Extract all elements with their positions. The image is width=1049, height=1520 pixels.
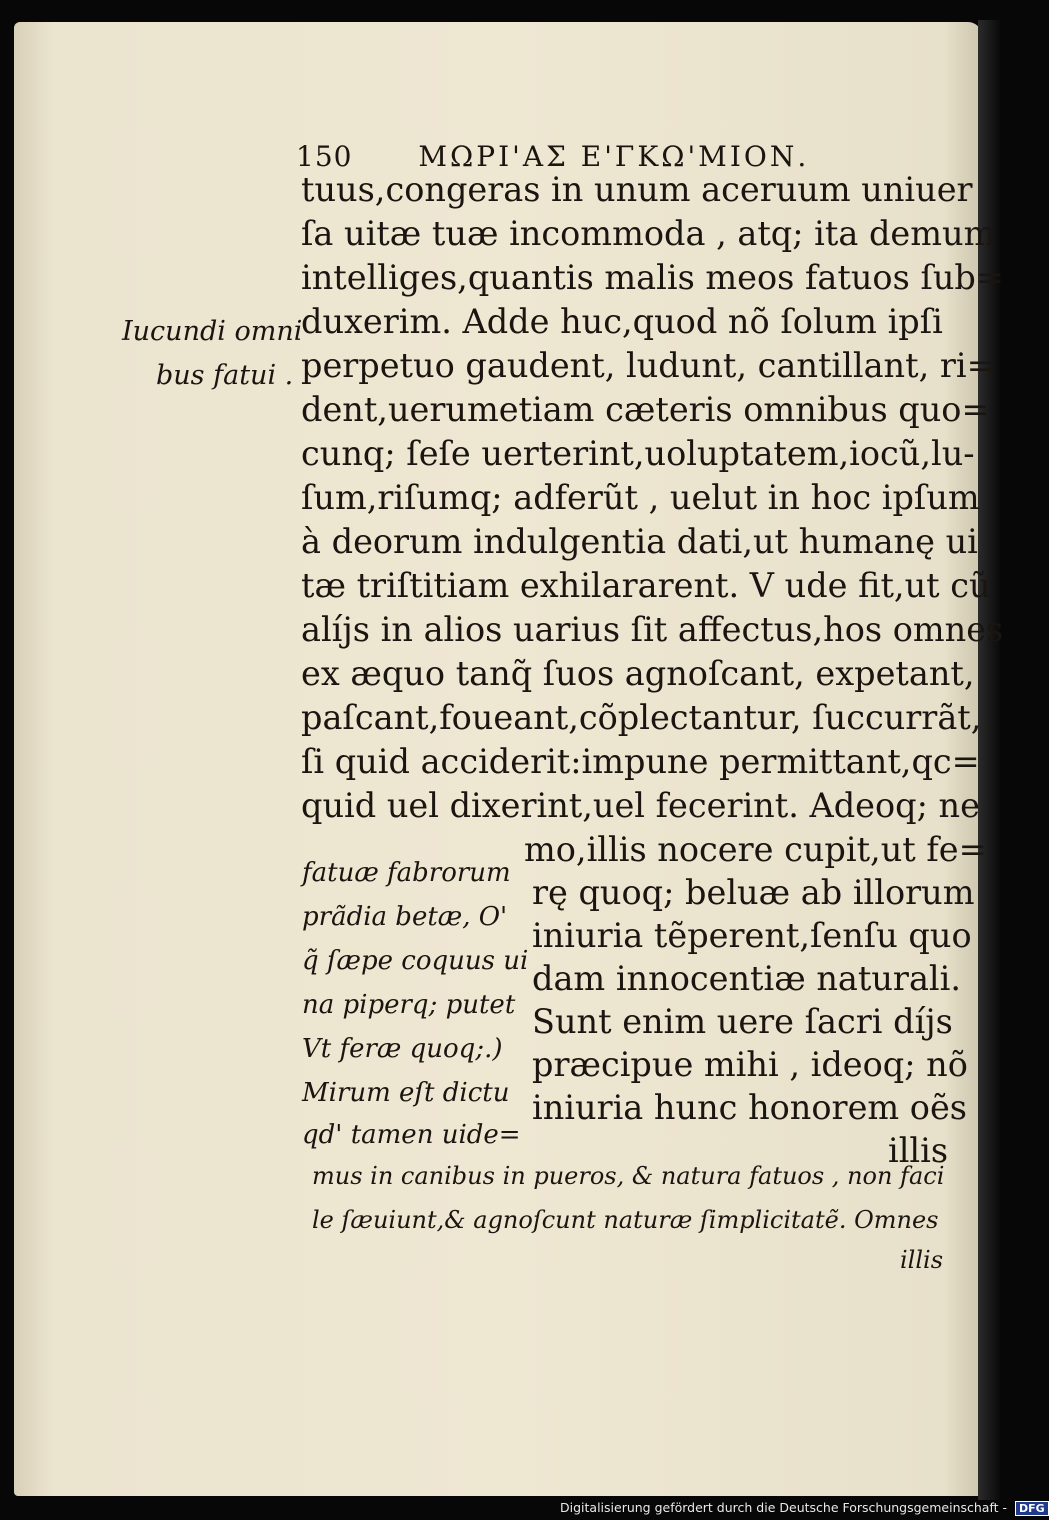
text-line: cunq; ſeſe uerterint,uoluptatem,iocũ,lu- xyxy=(301,434,975,473)
text-line: à deorum indulgentia dati,ut humanę ui xyxy=(301,522,978,561)
text-line: ſum,riſumq; adferũt , uelut in hoc ipſum xyxy=(301,478,980,517)
dfg-logo: DFG xyxy=(1015,1501,1049,1516)
text-line: paſcant,foueant,cõplectantur, ſuccurrãt, xyxy=(301,698,982,737)
text-line: ex æquo tanq̃ ſuos agnoſcant, expetant, xyxy=(301,654,975,693)
text-line: illis xyxy=(888,1131,949,1170)
marginal-note-line: bus fatui . xyxy=(156,360,294,391)
italic-line: le ſæuiunt,& agnoſcunt naturæ ſimplicitatẽ. Omnes xyxy=(312,1206,939,1234)
text-line: iniuria tẽperent,ſenſu quo xyxy=(532,916,972,955)
text-line: tæ triſtitiam exhilararent. V ude fit,ut cũ xyxy=(301,566,991,605)
text-line: quid uel dixerint,uel fecerint. Adeoq; ne xyxy=(301,786,980,825)
text-line: perpetuo gaudent, ludunt, cantillant, ri= xyxy=(301,346,995,385)
text-line: præcipue mihi , ideoq; nõ xyxy=(532,1045,968,1084)
text-line: alíjs in alios uarius ſit affectus,hos omnes xyxy=(301,610,1004,649)
verse-line: na piperq; putet xyxy=(302,990,516,1020)
italic-line: mus in canibus in pueros, & natura fatuos , non faci xyxy=(312,1162,945,1190)
text-line: ſa uitæ tuæ incommoda , atq; ita demum xyxy=(301,214,996,253)
text-line: iniuria hunc honorem oẽs xyxy=(532,1088,967,1127)
text-line: ſi quid acciderit:impune permittant,qc= xyxy=(301,742,980,781)
text-line: dent,uerumetiam cæteris omnibus quo= xyxy=(301,390,990,429)
running-title: ΜΩΡΙ'ΑΣ Ε'ΓΚΩ'ΜΙΟΝ. xyxy=(418,140,810,173)
verse-line: qd' tamen uide= xyxy=(302,1120,521,1150)
text-line: tuus,congeras in unum aceruum uniuer xyxy=(301,170,973,209)
page-number: 150 xyxy=(296,140,353,173)
verse-line: fatuæ fabrorum xyxy=(302,858,511,888)
verse-line: Mirum eſt dictu xyxy=(302,1078,510,1108)
digitization-footer xyxy=(560,1500,1049,1516)
text-line: duxerim. Adde huc,quod nõ ſolum ipſi xyxy=(301,302,943,341)
text-line: rę quoq; beluæ ab illorum xyxy=(532,873,975,912)
verse-line: prãdia betæ, O' xyxy=(302,902,508,932)
marginal-note-line: Iucundi omni xyxy=(122,316,303,347)
verse-line: q̃ ſæpe coquus ui xyxy=(302,946,529,976)
text-line: mo,illis nocere cupit,ut fe= xyxy=(524,830,987,869)
footer-credit: Digitalisierung gefördert durch die Deutsche Forschungsgemeinschaft - xyxy=(560,1500,1008,1515)
verse-line: Vt feræ quoq;.) xyxy=(302,1034,503,1064)
text-line: dam innocentiæ naturali. xyxy=(532,959,961,998)
text-line: Sunt enim uere ſacri díjs xyxy=(532,1002,953,1041)
text-line: intelliges,quantis malis meos fatuos ſub= xyxy=(301,258,1004,297)
italic-line: illis xyxy=(900,1246,944,1274)
